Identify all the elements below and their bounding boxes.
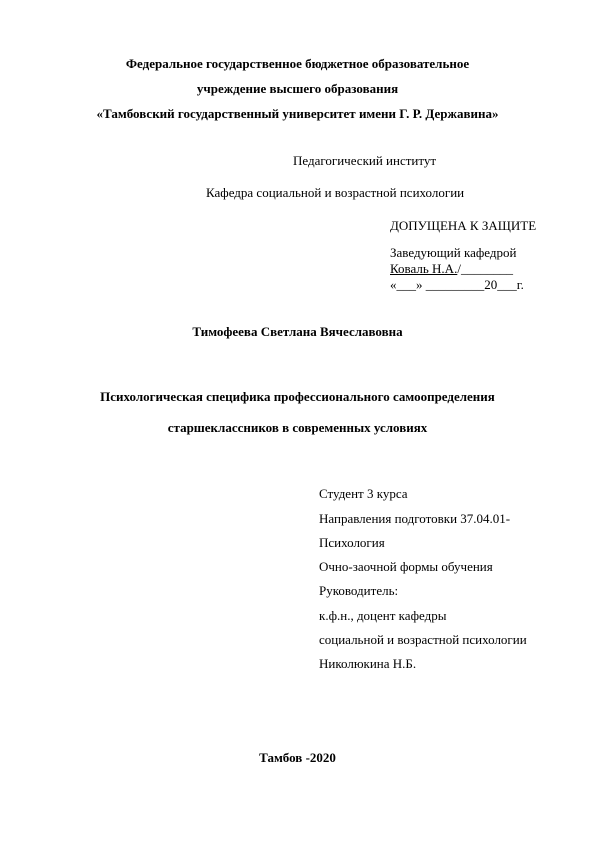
student-info-line: к.ф.н., доцент кафедры <box>319 608 447 623</box>
student-info-line: Очно-заочной формы обучения <box>319 559 493 574</box>
student-info-line: социальной и возрастной психологии <box>319 632 527 647</box>
student-info-line: Руководитель: <box>319 583 399 598</box>
student-info-line: Направления подготовки 37.04.01- <box>319 511 511 526</box>
thesis-title-line-1: Психологическая специфика профессионального самоопределения <box>100 389 495 404</box>
approval-name: Коваль Н.А. <box>390 261 458 276</box>
approval-date: «___» _________20___г. <box>390 277 524 292</box>
student-info-line: Студент 3 курса <box>319 486 408 501</box>
university-name: «Тамбовский государственный университет имени Г. Р. Державина» <box>96 106 499 121</box>
header-line-2: учреждение высшего образования <box>196 81 399 96</box>
approval-signature <box>390 261 513 277</box>
department-name: Кафедра социальной и возрастной психологии <box>206 185 465 200</box>
author-name: Тимофеева Светлана Вячеславовна <box>192 324 403 339</box>
student-info-line: Психология <box>319 535 385 550</box>
city-year: Тамбов -2020 <box>259 750 336 765</box>
supervisor-name: Николюкина Н.Б. <box>319 656 417 671</box>
thesis-title-line-2: старшеклассников в современных условиях <box>167 420 428 435</box>
signature-line: /________ <box>457 261 513 276</box>
approval-title: ДОПУЩЕНА К ЗАЩИТЕ <box>390 218 537 233</box>
header-line-1: Федеральное государственное бюджетное образовательное <box>125 56 470 71</box>
institute-name: Педагогический институт <box>293 153 437 168</box>
approval-position: Заведующий кафедрой <box>390 245 517 260</box>
